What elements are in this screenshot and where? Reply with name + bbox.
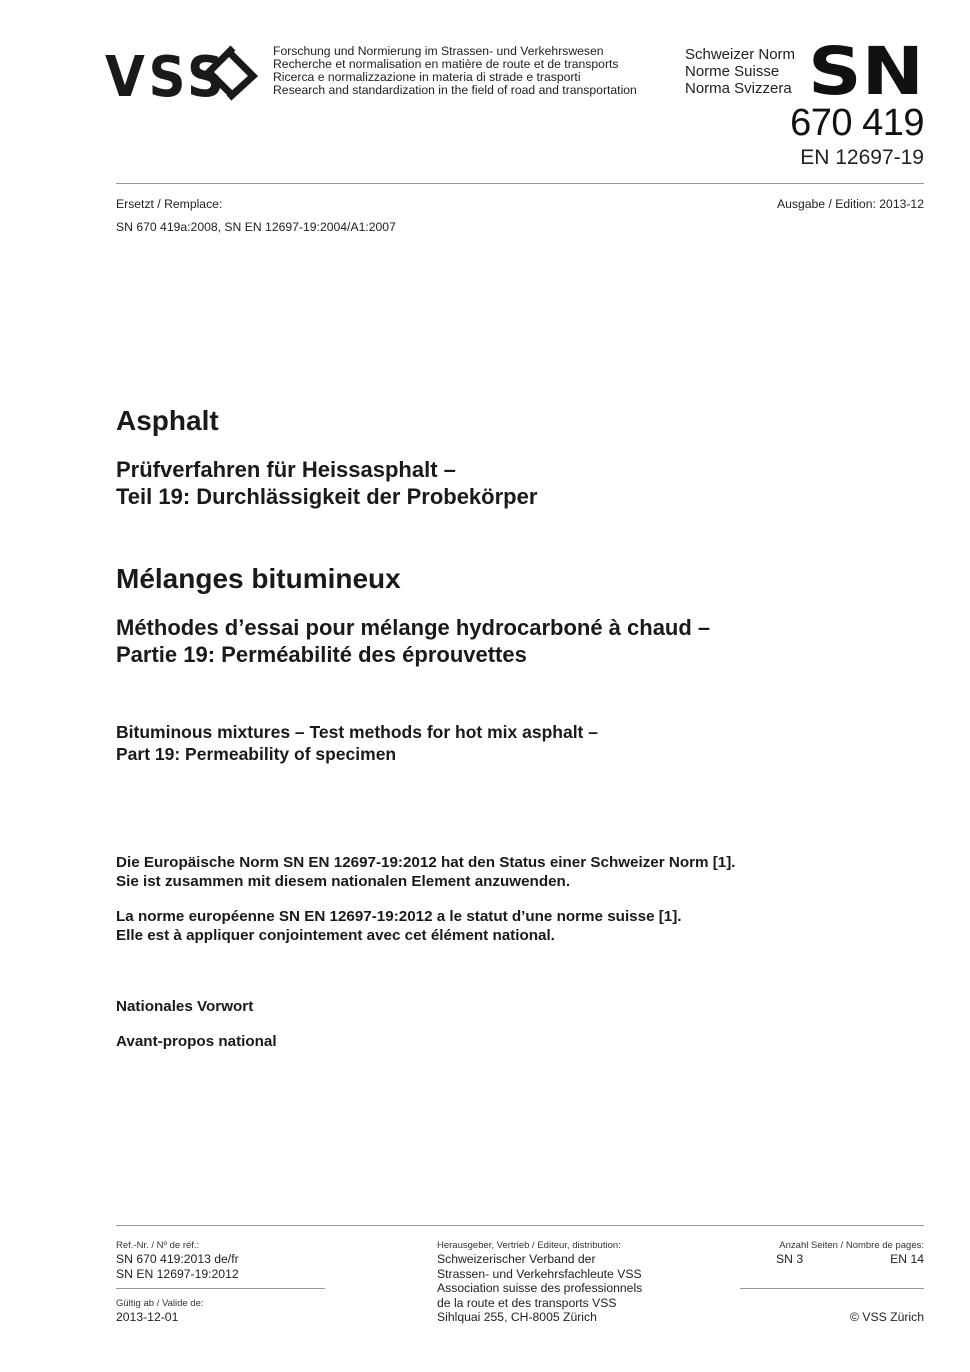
status-line: La norme européenne SN EN 12697-19:2012 a le statut d’une norme suisse [1]. xyxy=(116,908,682,925)
copyright: © VSS Zürich xyxy=(850,1310,924,1324)
org-line: Recherche et normalisation en matière de route et de transports xyxy=(273,57,619,71)
org-line: Forschung und Normierung im Strassen- und Verkehrswesen xyxy=(273,44,604,58)
title-line: Part 19: Permeability of specimen xyxy=(116,744,397,764)
page-count-divider xyxy=(740,1288,924,1289)
publisher-line: Schweizerischer Verband der xyxy=(437,1252,596,1266)
valid-from-label: Gültig ab / Valide de: xyxy=(116,1298,204,1309)
sn-logo xyxy=(808,44,926,96)
publisher-line: de la route et des transports VSS xyxy=(437,1295,617,1310)
publisher-line: Association suisse des professionnels xyxy=(437,1281,643,1295)
title-line: Bituminous mixtures – Test methods for hot mix asphalt – xyxy=(116,722,598,742)
subtitle-line: Méthodes d’essai pour mélange hydrocarboné à chaud – xyxy=(116,615,711,640)
status-french xyxy=(116,907,682,945)
reference-divider xyxy=(116,1288,325,1289)
subtitle-line: Partie 19: Perméabilité des éprouvettes xyxy=(116,642,527,667)
vss-logo xyxy=(105,42,265,104)
status-line: Elle est à appliquer conjointement avec cet élément national. xyxy=(116,927,555,944)
norm-line: Norme Suisse xyxy=(685,63,780,80)
page-count-en: EN 14 xyxy=(890,1252,924,1266)
replaces-value: SN 670 419a:2008, SN EN 12697-19:2004/A1:2007 xyxy=(116,220,396,234)
subtitle-french xyxy=(116,614,710,668)
publisher-line: Strassen- und Verkehrsfachleute VSS xyxy=(437,1266,642,1281)
page-count-label: Anzahl Seiten / Nombre de pages: xyxy=(779,1240,924,1251)
norm-line: Schweizer Norm xyxy=(685,46,796,63)
status-line: Die Europäische Norm SN EN 12697-19:2012 hat den Status einer Schweizer Norm [1]. xyxy=(116,854,736,871)
edition-date: Ausgabe / Edition: 2013-12 xyxy=(776,197,924,211)
title-german: Asphalt xyxy=(116,405,219,436)
status-german xyxy=(116,853,736,891)
sn-logo-text: SN xyxy=(808,44,924,96)
en-number: EN 12697-19 xyxy=(800,146,924,169)
status-line: Sie ist zusammen mit diesem nationalen Element anzuwenden. xyxy=(116,873,571,890)
foreword-heading-german: Nationales Vorwort xyxy=(116,998,254,1015)
subtitle-german xyxy=(116,456,537,510)
org-line: Research and standardization in the field of road and transportation xyxy=(273,83,637,97)
vss-logo-text: VSS xyxy=(105,43,228,104)
reference-label: Ref.-Nr. / Nº de réf.: xyxy=(116,1240,200,1251)
page-count-sn: SN 3 xyxy=(776,1252,804,1266)
title-english xyxy=(116,721,598,765)
org-line: Ricerca e normalizzazione in materia di strade e trasporti xyxy=(273,70,581,84)
footer-divider xyxy=(116,1225,924,1226)
vss-chevron-right-icon xyxy=(229,52,253,98)
valid-from-value: 2013-12-01 xyxy=(116,1310,179,1324)
reference-line: SN EN 12697-19:2012 xyxy=(116,1266,239,1281)
norm-number: 670 419 xyxy=(790,102,924,144)
title-french: Mélanges bitumineux xyxy=(116,563,401,594)
publisher-address xyxy=(437,1252,642,1325)
header-divider xyxy=(116,183,924,184)
replaces-label: Ersetzt / Remplace: xyxy=(116,197,223,211)
publisher-label: Herausgeber, Vertrieb / Editeur, distribution: xyxy=(437,1240,621,1251)
foreword-heading-french: Avant-propos national xyxy=(116,1033,277,1050)
publisher-line: Sihlquai 255, CH-8005 Zürich xyxy=(437,1310,597,1324)
reference-line: SN 670 419:2013 de/fr xyxy=(116,1252,239,1266)
reference-values xyxy=(116,1252,239,1281)
norm-type-labels xyxy=(685,46,795,97)
subtitle-line: Prüfverfahren für Heissasphalt – xyxy=(116,457,456,482)
subtitle-line: Teil 19: Durchlässigkeit der Probekörper xyxy=(116,484,538,509)
norm-line: Norma Svizzera xyxy=(685,80,792,97)
organization-description xyxy=(273,45,637,97)
